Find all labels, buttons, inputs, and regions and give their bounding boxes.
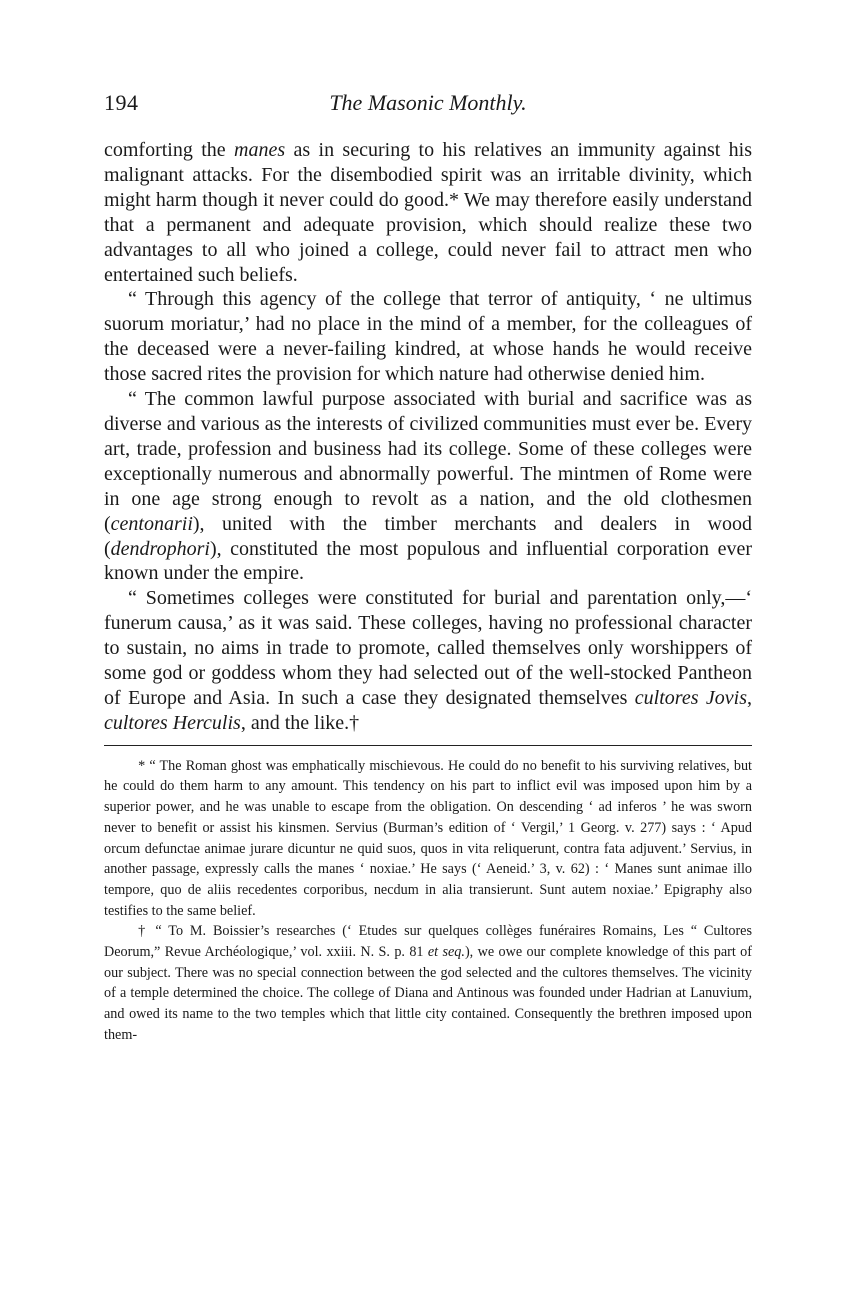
footnote-text-run: † “ To M. Boissier’s researches (‘ Etudes sur quelques collèges funéraires Romains, Les “ Cultores Deorum,” Revue Archéologique,’ vol. xxiii. N. S. p. 81 — [104, 923, 752, 961]
italic-term: centonarii — [110, 512, 193, 535]
body-paragraph-3 — [104, 387, 752, 586]
footnote-1: * “ The Roman ghost was emphatically mischievous. He could do no benefit to his surviving relatives, but he could do them harm to any amount. This tendency on his part to inflict evil was imposed upon him by a superior power, and he was unable to escape from the obligation. On descending ‘ ad inferos ’ he was sworn never to benefit or assist his kinsmen. Servius (Burman’s edition of ‘ Vergil,’ 1 Georg. v. 277) says : ‘ Apud orcum defunctae animae jurare dicuntur ne quid suos, quos in vita reliquerunt, contra fata adjuvent.’ Servius, in another passage, expressly calls the manes ‘ noxiae.’ He says (‘ Aeneid.’ 3, v. 62) : ‘ Manes sunt animae illo tempore, quo de aliis recedentes corporibus, necdum in alia transierunt. Sunt autem noxiae.’ Epigraphy also testifies to the same belief. — [104, 757, 752, 919]
italic-term: et seq. — [427, 944, 465, 961]
body-text — [104, 138, 752, 736]
italic-term: manes — [234, 139, 286, 161]
body-text-run: “ Sometimes colleges were constituted for burial and parentation only,—‘ funerum causa,’ as it was said. These colleges, having no professional character to sustain, no aims in trade to promote, called themselves only worshippers of some god or goddess whom they had selected out of the well-stocked Pantheon of Europe and Asia. In such a case they designated themselves — [104, 587, 752, 709]
body-text-run: , and the like.† — [240, 711, 360, 734]
body-text-run: ), united with the timber merchants and dealers in wood ( — [104, 512, 752, 560]
page-number: 194 — [104, 90, 139, 115]
footnote-text-run: ), we owe our complete knowledge of this part of our subject. There was no special connection between the god selected and the cultores themselves. The vicinity of a temple determined the choice. The college of Diana and Antinous was founded under Hadrian at Lanuvium, and owed its name to the two temples which that little city contained. Consequently the brethren imposed upon them- — [104, 944, 752, 1043]
page — [104, 90, 752, 1046]
body-text-run: “ The common lawful purpose associated with burial and sacrifice was as diverse and various as the interests of civilized communities must ever be. Every art, trade, profession and business had its college. Some of these colleges were exceptionally numerous and abnormally powerful. The mintmen of Rome were in one age strong enough to revolt as a nation, and the old clothesmen ( — [104, 388, 752, 535]
running-title: The Masonic Monthly. — [329, 90, 527, 115]
body-text-run: ), constituted the most populous and influential corporation ever known under the empire. — [104, 537, 752, 585]
body-paragraph-4 — [104, 586, 752, 735]
footnotes — [104, 756, 752, 1046]
body-paragraph-1 — [104, 138, 752, 287]
footnote-divider — [104, 745, 752, 746]
italic-term: cultores Jovis — [634, 686, 747, 709]
body-text-run: comforting the — [104, 139, 235, 161]
italic-term: cultores Herculis — [104, 711, 241, 734]
body-text-run: , — [747, 686, 752, 709]
footnote-2 — [104, 921, 752, 1045]
italic-term: dendrophori — [110, 537, 210, 560]
body-text-run: as in securing to his relatives an immunity against his malignant attacks. For the disembodied spirit was an irritable divinity, which might harm though it never could do good.* We may therefore easily understand that a permanent and adequate provision, which should realize these two advantages to all who joined a college, could never fail to attract men who entertained such beliefs. — [104, 139, 752, 286]
body-paragraph-2: “ Through this agency of the college that terror of antiquity, ‘ ne ultimus suorum moriatur,’ had no place in the mind of a member, for the colleagues of the deceased were a never-failing kindred, at whose hands he would receive those sacred rites the provision for which nature had otherwise denied him. — [104, 288, 752, 386]
page-header — [104, 90, 752, 126]
